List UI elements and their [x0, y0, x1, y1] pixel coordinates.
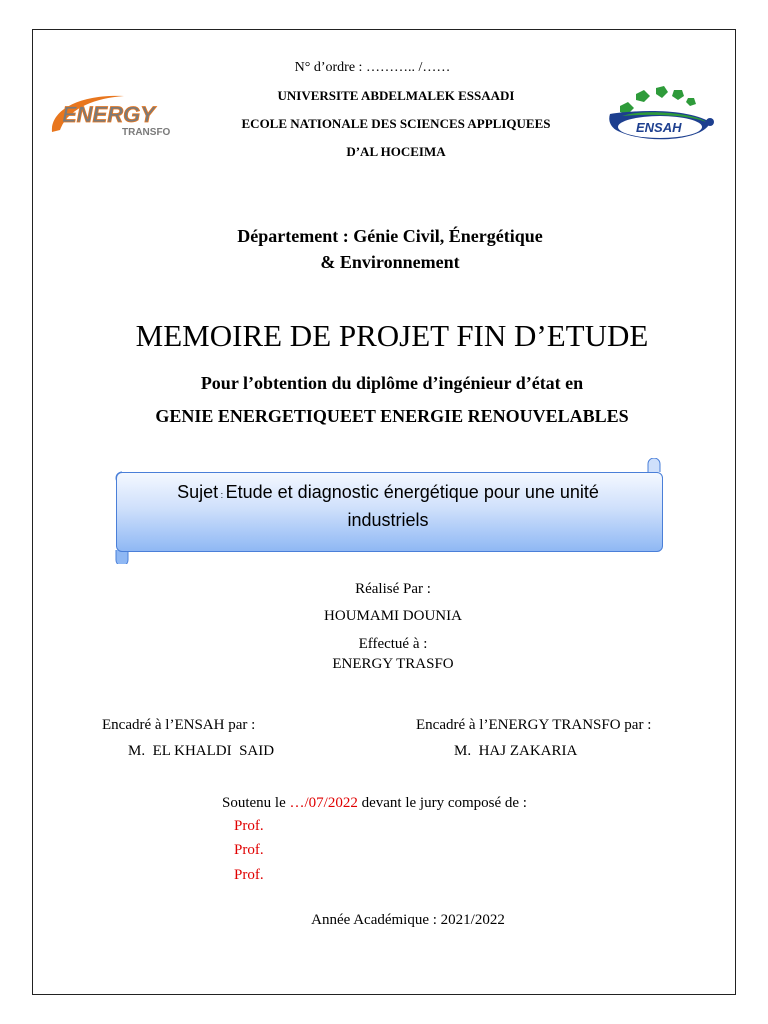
supervisor-company-label: Encadré à l’ENERGY TRANSFO par : — [416, 717, 652, 733]
ensah-logo-word: ENSAH — [636, 120, 682, 135]
subject-text — [128, 480, 648, 533]
supervisor-ensah-label: Encadré à l’ENSAH par : — [102, 717, 256, 733]
school-name-line2: D’AL HOCEIMA — [346, 144, 446, 159]
company-name: ENERGY TRASFO — [332, 656, 454, 672]
jury-member: Prof. — [234, 842, 264, 858]
subject-line1: Etude et diagnostic énergétique pour une unité — [225, 482, 599, 502]
program-name: GENIE ENERGETIQUEET ENERGIE RENOUVELABLES — [155, 406, 629, 426]
defense-date: …/07/2022 — [289, 795, 358, 811]
ensah-logo — [606, 84, 718, 150]
supervisor-ensah-name: M. EL KHALDI SAID — [128, 743, 275, 759]
academic-year: Année Académique : 2021/2022 — [311, 912, 505, 928]
author-label: Réalisé Par : — [355, 581, 431, 597]
order-number: N° d’ordre : ……….. /…… — [294, 60, 451, 75]
company-label: Effectué à : — [358, 636, 428, 652]
subject-line2: industriels — [347, 510, 429, 530]
defense-prefix: Soutenu le — [222, 795, 290, 811]
subject-banner — [108, 458, 664, 564]
university-name: UNIVERSITE ABDELMALEK ESSAADI — [277, 88, 515, 103]
energy-transfo-logo — [46, 90, 191, 142]
defense-suffix: devant le jury composé de : — [357, 795, 527, 811]
department-line1: Département : Génie Civil, Énergétique — [237, 226, 543, 246]
jury-member: Prof. — [234, 867, 264, 883]
energy-logo-sub: TRANSFO — [122, 127, 171, 138]
school-name-line1: ECOLE NATIONALE DES SCIENCES APPLIQUEES — [241, 116, 551, 131]
energy-logo-word: ENERGY — [62, 102, 155, 127]
jury-member: Prof. — [234, 818, 264, 834]
document-title: MEMOIRE DE PROJET FIN D’ETUDE — [135, 318, 649, 353]
document-subtitle: Pour l’obtention du diplôme d’ingénieur d’état en — [200, 373, 584, 393]
subject-prefix: Sujet — [177, 482, 219, 502]
subject-colon: : — [218, 490, 226, 500]
defense-line — [222, 795, 527, 812]
department-line2: & Environnement — [320, 252, 460, 272]
author-name: HOUMAMI DOUNIA — [324, 608, 462, 624]
supervisor-company-name: M. HAJ ZAKARIA — [454, 743, 578, 759]
